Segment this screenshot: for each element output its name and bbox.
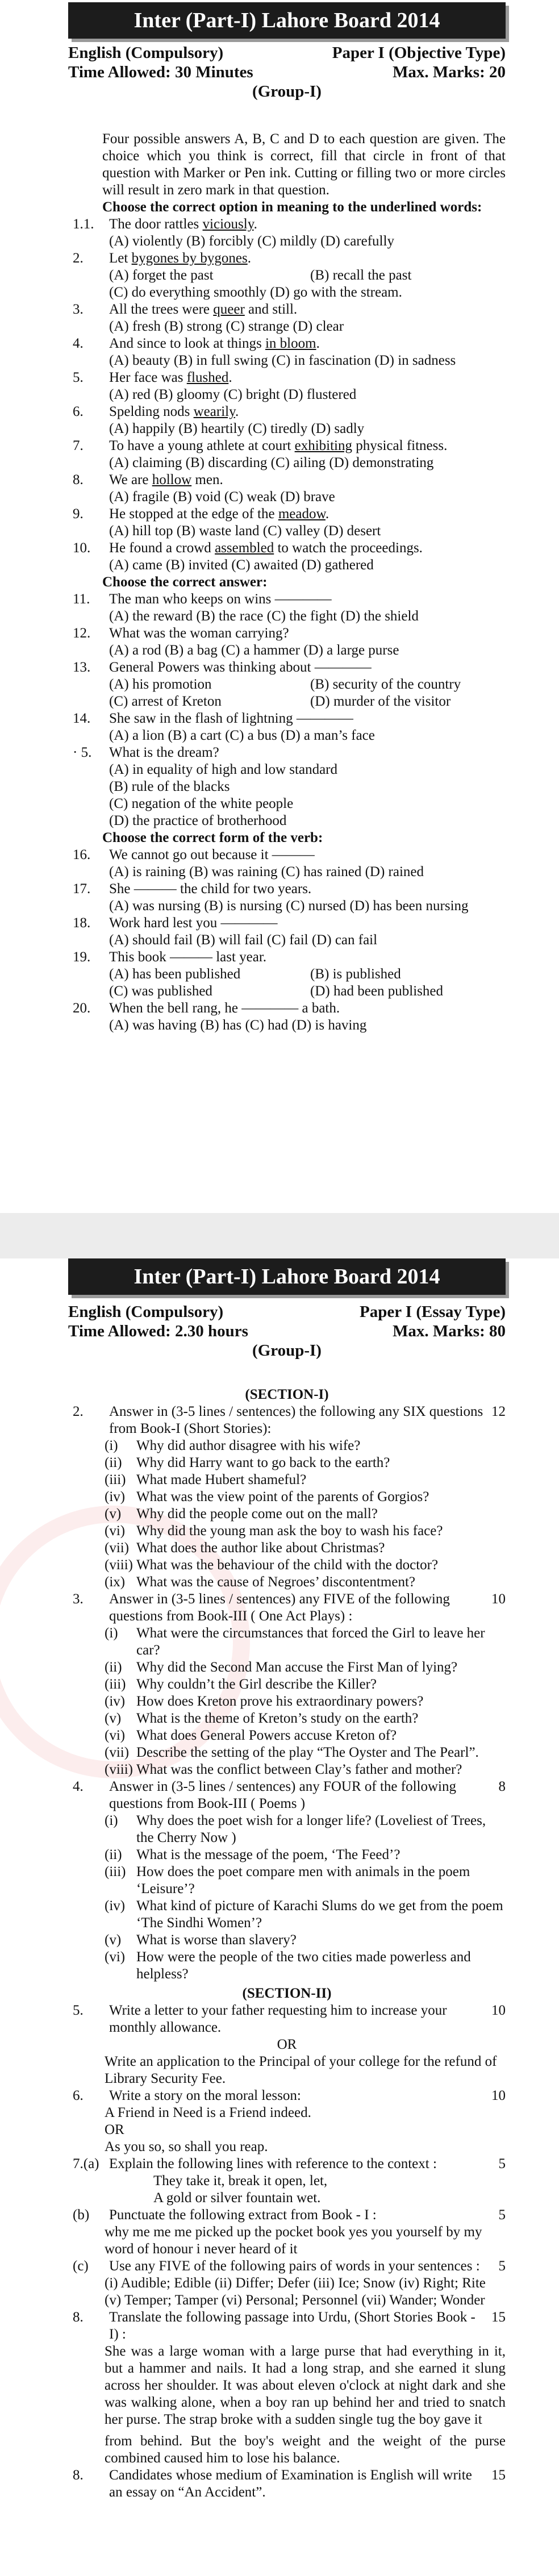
question-number: 18. xyxy=(73,915,91,931)
section1-heading: (SECTION-I) xyxy=(245,1387,329,1402)
sub-number: (ii) xyxy=(105,1847,122,1862)
stem-pre: And since to look at things xyxy=(109,336,265,351)
stem-post: . xyxy=(235,404,239,419)
question-stem xyxy=(109,847,506,864)
question-item xyxy=(68,915,506,949)
q6-or: OR xyxy=(105,2122,124,2137)
sub-question xyxy=(105,1472,506,1489)
question-number: 4. xyxy=(73,1779,84,1794)
option: (B) security of the country xyxy=(310,677,461,692)
question-number: 6. xyxy=(73,404,84,419)
question-stem xyxy=(109,625,506,642)
question-item xyxy=(68,625,506,659)
question-stem xyxy=(109,335,506,352)
question-body xyxy=(109,1778,506,1812)
options-line: (A) was having (B) has (C) had (D) is having xyxy=(109,1018,367,1033)
question-body xyxy=(109,301,506,335)
stem-pre: He stopped at the edge of the xyxy=(109,506,278,522)
question-mark: 12 xyxy=(491,1404,506,1419)
stem-post: . xyxy=(253,216,257,232)
question-item xyxy=(68,744,506,830)
q5-or: OR xyxy=(277,2037,297,2052)
question-stem xyxy=(109,949,506,966)
stem-pre: Her face was xyxy=(109,370,187,385)
paper2-group: (Group-I) xyxy=(252,1341,322,1360)
question-body xyxy=(109,369,506,403)
option: (C) negation of the white people xyxy=(109,796,294,811)
sub-number: (v) xyxy=(105,1506,122,1522)
q7a-line-1: They take it, break it open, let, xyxy=(153,2173,328,2189)
sub-text: Why did the young man ask the boy to wash his face? xyxy=(136,1523,443,1539)
stem-post: . xyxy=(316,336,320,351)
sub-text: What was the view point of the parents of Gorgios? xyxy=(136,1489,429,1504)
question-stem xyxy=(109,1000,506,1017)
essay-question-5: 5. 10 Write a letter to your father requesting him to increase your monthly allowance. xyxy=(73,2003,506,2035)
sub-question xyxy=(105,1489,506,1506)
question-item xyxy=(68,1000,506,1034)
sub-question xyxy=(105,1557,506,1574)
question-body xyxy=(109,915,506,949)
paper1-marks: Max. Marks: 20 xyxy=(393,63,506,81)
sub-number: (ii) xyxy=(105,1660,122,1675)
sub-number: (v) xyxy=(105,1932,122,1948)
sub-number: (vi) xyxy=(105,1523,126,1539)
stem-underlined: in bloom xyxy=(265,336,316,351)
stem-pre: To have a young athlete at court xyxy=(109,438,295,453)
sub-question xyxy=(105,1506,506,1523)
options-line: (A) came (B) invited (C) awaited (D) gathered xyxy=(109,557,374,573)
paper1-header xyxy=(68,43,506,101)
question-body xyxy=(109,744,506,830)
paper2-marks: Max. Marks: 80 xyxy=(393,1322,506,1340)
question-item xyxy=(68,472,506,506)
option: (D) murder of the visitor xyxy=(310,694,451,709)
stem-underlined: exhibiting xyxy=(294,438,352,453)
question-number: 17. xyxy=(73,881,91,897)
stem-text: This book ——— last year. xyxy=(109,949,267,965)
sub-number: (iv) xyxy=(105,1694,126,1709)
question-stem xyxy=(109,369,506,386)
stem-text: When the bell rang, he ———— a bath. xyxy=(109,1001,340,1016)
question-item xyxy=(68,335,506,369)
question-number: 10. xyxy=(73,540,91,556)
sub-text: Why did the Second Man accuse the First Man of lying? xyxy=(136,1660,458,1675)
question-item xyxy=(68,403,506,437)
stem-underlined: queer xyxy=(213,302,245,317)
stem-underlined: wearily xyxy=(193,404,235,419)
meaning-question-list xyxy=(68,216,506,574)
question-item xyxy=(68,949,506,1000)
question-number: 1.1. xyxy=(73,216,94,232)
paper2-header xyxy=(68,1302,506,1360)
stem-text: What is the dream? xyxy=(109,745,219,760)
question-stem xyxy=(109,710,506,727)
question-body xyxy=(109,659,506,710)
sub-question xyxy=(105,1898,506,1932)
paper1-heading-verb: Choose the correct form of the verb: xyxy=(102,830,323,845)
stem-pre: Spelding nods xyxy=(109,404,194,419)
q7b-extract: why me me me picked up the pocket book yes you yourself by my word of honour i never heard of it xyxy=(105,2224,482,2257)
question-item xyxy=(68,369,506,403)
sub-text: How does the poet compare men with animals in the poem ‘Leisure’? xyxy=(136,1864,470,1896)
question-body xyxy=(109,1000,506,1034)
option: (A) forget the past xyxy=(109,268,214,283)
question-stem xyxy=(109,403,506,420)
paper2-body xyxy=(68,1386,506,2501)
question-body xyxy=(109,1403,506,1437)
sub-number: (vii) xyxy=(105,1540,130,1556)
sub-text: How does Kreton prove his extraordinary powers? xyxy=(136,1694,424,1709)
sub-number: (i) xyxy=(105,1438,118,1453)
sub-text: Describe the setting of the play “The Oyster and The Pearl”. xyxy=(136,1745,479,1760)
question-body xyxy=(109,403,506,437)
options-line: (A) a lion (B) a cart (C) a bus (D) a man’s face xyxy=(109,728,375,743)
sub-text: What kind of picture of Karachi Slums do we get from the poem ‘The Sindhi Women’? xyxy=(136,1898,503,1931)
sub-number: (iii) xyxy=(105,1864,126,1879)
sub-text: Why couldn’t the Girl describe the Killer? xyxy=(136,1677,377,1692)
sub-text: How were the people of the two cities made powerless and helpless? xyxy=(136,1949,471,1982)
question-body xyxy=(109,625,506,659)
sub-text: What does General Powers accuse Kreton of? xyxy=(136,1728,397,1743)
question-number: 14. xyxy=(73,711,91,726)
sub-number: (v) xyxy=(105,1711,122,1726)
q6-moral-2: As you so, so shall you reap. xyxy=(105,2139,268,2154)
essay-question-4 xyxy=(68,1778,506,1983)
question-stem xyxy=(109,540,506,557)
option: (B) recall the past xyxy=(310,268,412,283)
stem-text: The man who keeps on wins ———— xyxy=(109,591,332,607)
sub-number: (iv) xyxy=(105,1489,126,1504)
q5-alternative: Write an application to the Principal of your college for the refund of Library Security Fee. xyxy=(105,2054,497,2086)
options-line: (A) red (B) gloomy (C) bright (D) flustered xyxy=(109,387,357,402)
question-body xyxy=(109,847,506,881)
stem-underlined: hollow xyxy=(152,472,192,487)
sub-question xyxy=(105,1727,506,1744)
question-number: 2. xyxy=(73,1404,84,1419)
stem-text: We cannot go out because it ——— xyxy=(109,847,315,862)
stem-text: What was the woman carrying? xyxy=(109,626,289,641)
question-number: 3. xyxy=(73,1591,84,1607)
question-item xyxy=(68,659,506,710)
question-body xyxy=(109,506,506,540)
question-item xyxy=(68,506,506,540)
paper2-time: Time Allowed: 2.30 hours xyxy=(68,1322,248,1340)
sub-question xyxy=(105,1744,506,1761)
question-item xyxy=(68,216,506,250)
option: (A) has been published xyxy=(109,966,241,982)
sub-text: What was the behaviour of the child with the doctor? xyxy=(136,1557,439,1573)
options-line: (A) should fail (B) will fail (C) fail (D) can fail xyxy=(109,932,378,948)
option: (D) had been published xyxy=(310,983,443,999)
option: (A) in equality of high and low standard xyxy=(109,762,337,777)
sub-question xyxy=(105,1761,506,1778)
essay-question-2 xyxy=(68,1403,506,1591)
question-number: 9. xyxy=(73,506,84,522)
q8-passage: She was a large woman with a large purse that had everything in it, but a hammer and nails. It had a long strap, and she earned it slung across her shoulder. It was about eleven o'clock at night dark and she was walking alone, when a boy ran up behind her and tried to snatch her purse. The strap broke with a sudden single tug the boy gave it xyxy=(105,2344,506,2427)
paper2-paper: Paper I (Essay Type) xyxy=(360,1303,506,1321)
paper2-title-band: Inter (Part-I) Lahore Board 2014 xyxy=(68,1258,506,1295)
essay-question-7c: (c) 5 Use any FIVE of the following pairs of words in your sentences : xyxy=(73,2258,506,2274)
question-body xyxy=(109,591,506,625)
options-line: (A) violently (B) forcibly (C) mildly (D) carefully xyxy=(109,234,394,249)
q6-moral-1: A Friend in Need is a Friend indeed. xyxy=(105,2105,311,2120)
sub-text: What is worse than slavery? xyxy=(136,1932,297,1948)
question-item xyxy=(68,881,506,915)
question-number: 20. xyxy=(73,1001,91,1016)
essay-question-8-alt: 8. 15 Candidates whose medium of Examination is English will write an essay on “An Accident”. xyxy=(73,2467,506,2500)
options-line: (A) beauty (B) in full swing (C) in fascination (D) in sadness xyxy=(109,353,456,368)
options-line: (A) was nursing (B) is nursing (C) nursed (D) has been nursing xyxy=(109,898,469,914)
sub-number: (vi) xyxy=(105,1949,126,1965)
question-number: 7. xyxy=(73,438,84,453)
essay-question-7b: (b) 5 Punctuate the following extract from Book - I : xyxy=(73,2207,506,2223)
essay-question-3 xyxy=(68,1591,506,1778)
stem-post: . xyxy=(247,251,251,266)
question-item xyxy=(68,250,506,301)
sub-text: What was the cause of Negroes’ discontentment? xyxy=(136,1574,416,1590)
stem-pre: The door rattles xyxy=(109,216,203,232)
sub-question xyxy=(105,1949,506,1983)
question-number: 8. xyxy=(73,472,84,487)
stem-pre: We are xyxy=(109,472,152,487)
sub-number: (ii) xyxy=(105,1455,122,1470)
options-line: (A) claiming (B) discarding (C) ailing (D) demonstrating xyxy=(109,455,434,470)
sub-question xyxy=(105,1693,506,1710)
question-text: Answer in (3-5 lines / sentences) the following any SIX questions from Book-I (Short Stories): xyxy=(109,1404,483,1436)
paper1-group: (Group-I) xyxy=(252,82,322,101)
paper2-subject: English (Compulsory) xyxy=(68,1303,224,1321)
question-stem xyxy=(109,216,506,233)
stem-pre: Let xyxy=(109,251,132,266)
stem-pre: All the trees were xyxy=(109,302,214,317)
sub-question xyxy=(105,1659,506,1676)
stem-underlined: bygones by bygones xyxy=(131,251,248,266)
sub-text: What is the message of the poem, ‘The Feed’? xyxy=(136,1847,401,1862)
options-line: (A) is raining (B) was raining (C) has rained (D) rained xyxy=(109,864,424,879)
sub-question xyxy=(105,1625,506,1659)
question-body xyxy=(109,437,506,472)
sub-text: What is the theme of Kreton’s study on the earth? xyxy=(136,1711,419,1726)
options-grid xyxy=(109,966,506,1000)
question-number: 3. xyxy=(73,302,84,317)
stem-underlined: assembled xyxy=(215,540,274,556)
sub-question xyxy=(105,1523,506,1540)
stem-post: and still. xyxy=(244,302,298,317)
sub-number: (iii) xyxy=(105,1677,126,1692)
sub-text: Why does the poet wish for a longer life? (Loveliest of Trees, the Cherry Now ) xyxy=(136,1813,486,1845)
paper1-instructions: Four possible answers A, B, C and D to each question are given. The choice which you think is correct, fill that circle in front of that question with Marker or Pen ink. Cutting or filling two or more circles will result in zero mark in that question. xyxy=(102,131,506,198)
question-item xyxy=(68,437,506,472)
question-body xyxy=(109,1591,506,1625)
question-stem xyxy=(109,881,506,898)
question-text: Answer in (3-5 lines / sentences) any FIVE of the following questions from Book-III ( One Act Plays) : xyxy=(109,1591,450,1624)
options-grid xyxy=(109,267,506,284)
sub-number: (viii) xyxy=(105,1762,133,1777)
options-line: (A) fragile (B) void (C) weak (D) brave xyxy=(109,489,335,505)
sub-question xyxy=(105,1540,506,1557)
question-head xyxy=(68,1403,506,1437)
question-head xyxy=(68,1591,506,1625)
sub-text: Why did Harry want to go back to the earth? xyxy=(136,1455,390,1470)
paper1-heading-answer: Choose the correct answer: xyxy=(102,574,268,590)
sub-text: What made Hubert shameful? xyxy=(136,1472,307,1487)
question-number: 19. xyxy=(73,949,91,965)
sub-text: What was the conflict between Clay’s father and mother? xyxy=(136,1762,462,1777)
sub-question xyxy=(105,1864,506,1898)
question-body xyxy=(109,250,506,301)
option: (C) arrest of Kreton xyxy=(109,694,222,709)
paper1-time: Time Allowed: 30 Minutes xyxy=(68,63,253,81)
stem-text: Work hard lest you ———— xyxy=(109,915,278,931)
question-body xyxy=(109,710,506,744)
paper1-title-band: Inter (Part-I) Lahore Board 2014 xyxy=(68,2,506,39)
option: (A) his promotion xyxy=(109,677,212,692)
options-line: (A) the reward (B) the race (C) the fight (D) the shield xyxy=(109,608,419,624)
question-number: 12. xyxy=(73,626,91,641)
question-number: 5. xyxy=(73,370,84,385)
stem-underlined: flushed xyxy=(186,370,229,385)
essay-question-6: 6. 10 Write a story on the moral lesson: xyxy=(73,2088,506,2103)
sub-number: (vii) xyxy=(105,1745,130,1760)
sub-question xyxy=(105,1812,506,1846)
question-item xyxy=(68,540,506,574)
question-number: 2. xyxy=(73,251,84,266)
stem-text: She saw in the flash of lightning ———— xyxy=(109,711,353,726)
essay-question-7a: 7.(a) 5 Explain the following lines with reference to the context : xyxy=(73,2156,506,2171)
sub-number: (i) xyxy=(105,1813,118,1828)
sub-question xyxy=(105,1846,506,1864)
question-number: 13. xyxy=(73,660,91,675)
q7c-pairs-2: (v) Temper; Tamper (vi) Personal; Personnel (vii) Wander; Wonder xyxy=(105,2292,485,2308)
sub-number: (iv) xyxy=(105,1898,126,1914)
q8-passage-cont: from behind. But the boy's weight and the weight of the purse combined caused him to lose his balance. xyxy=(105,2433,506,2466)
section2-heading: (SECTION-II) xyxy=(242,1986,332,2001)
question-stem xyxy=(109,472,506,489)
question-body xyxy=(109,881,506,915)
question-stem xyxy=(109,915,506,932)
sub-number: (viii) xyxy=(105,1557,133,1573)
options-line: (A) hill top (B) waste land (C) valley (D) desert xyxy=(109,523,381,539)
sub-number: (ix) xyxy=(105,1574,126,1590)
essay-question-8: 8. 15 Translate the following passage into Urdu, (Short Stories Book - I) : xyxy=(73,2310,506,2342)
question-body xyxy=(109,949,506,1000)
sub-number: (iii) xyxy=(105,1472,126,1487)
question-item xyxy=(68,710,506,744)
stem-post: . xyxy=(228,370,232,385)
question-number: 16. xyxy=(73,847,91,862)
paper-divider xyxy=(0,1213,559,1258)
paper1-paper: Paper I (Objective Type) xyxy=(332,44,506,62)
sub-question xyxy=(105,1932,506,1949)
paper1-heading-meaning: Choose the correct option in meaning to the underlined words: xyxy=(102,199,482,215)
paper1-subject: English (Compulsory) xyxy=(68,44,224,62)
q7a-line-2: A gold or silver fountain wet. xyxy=(153,2190,321,2206)
question-item xyxy=(68,847,506,881)
question-stem xyxy=(109,744,506,761)
sub-question xyxy=(105,1710,506,1727)
stem-text: General Powers was thinking about ———— xyxy=(109,660,372,675)
q7c-pairs-1: (i) Audible; Edible (ii) Differ; Defer (iii) Ice; Snow (iv) Right; Rite xyxy=(105,2275,486,2291)
option: (B) is published xyxy=(310,966,401,982)
sub-question xyxy=(105,1454,506,1472)
question-head xyxy=(68,1778,506,1812)
question-item xyxy=(68,301,506,335)
sub-text: What does the author like about Christmas? xyxy=(136,1540,385,1556)
stem-post: men. xyxy=(191,472,223,487)
verb-question-list xyxy=(68,847,506,1034)
stem-pre: He found a crowd xyxy=(109,540,215,556)
question-mark: 8 xyxy=(498,1779,506,1794)
options-line: (A) fresh (B) strong (C) strange (D) clear xyxy=(109,319,344,334)
question-stem xyxy=(109,250,506,267)
question-body xyxy=(109,540,506,574)
options-line: (A) happily (B) heartily (C) tiredly (D) sadly xyxy=(109,421,365,436)
question-number: 11. xyxy=(73,591,90,607)
sub-question xyxy=(105,1574,506,1591)
stem-underlined: viciously xyxy=(202,216,254,232)
question-stem xyxy=(109,437,506,455)
question-stem xyxy=(109,506,506,523)
paper1-body xyxy=(68,131,506,1034)
sub-question xyxy=(105,1676,506,1693)
stem-text: She ——— the child for two years. xyxy=(109,881,312,897)
stem-post: . xyxy=(325,506,329,522)
question-number: 4. xyxy=(73,336,84,351)
question-item xyxy=(68,591,506,625)
sub-text: Why did the people come out on the mall? xyxy=(136,1506,378,1522)
sub-question xyxy=(105,1437,506,1454)
stem-post: physical fitness. xyxy=(352,438,448,453)
sub-number: (vi) xyxy=(105,1728,126,1743)
option: (C) was published xyxy=(109,983,212,999)
stem-post: to watch the proceedings. xyxy=(274,540,423,556)
question-stem xyxy=(109,591,506,608)
question-text: Answer in (3-5 lines / sentences) any FOUR of the following questions from Book-III ( Poems ) xyxy=(109,1779,456,1811)
options-grid xyxy=(109,676,506,710)
question-stem xyxy=(109,659,506,676)
options-line: (A) a rod (B) a bag (C) a hammer (D) a large purse xyxy=(109,643,399,658)
question-body xyxy=(109,216,506,250)
options-line: (C) do everything smoothly (D) go with the stream. xyxy=(109,285,402,300)
question-body xyxy=(109,472,506,506)
question-number: · 5. xyxy=(73,745,92,760)
sub-text: What were the circumstances that forced the Girl to leave her car? xyxy=(136,1625,485,1658)
sub-number: (i) xyxy=(105,1625,118,1641)
question-body xyxy=(109,335,506,369)
question-mark: 10 xyxy=(491,1591,506,1607)
stem-underlined: meadow xyxy=(278,506,326,522)
option: (D) the practice of brotherhood xyxy=(109,813,287,828)
question-stem xyxy=(109,301,506,318)
answer-question-list xyxy=(68,591,506,830)
sub-text: Why did author disagree with his wife? xyxy=(136,1438,361,1453)
option: (B) rule of the blacks xyxy=(109,779,230,794)
